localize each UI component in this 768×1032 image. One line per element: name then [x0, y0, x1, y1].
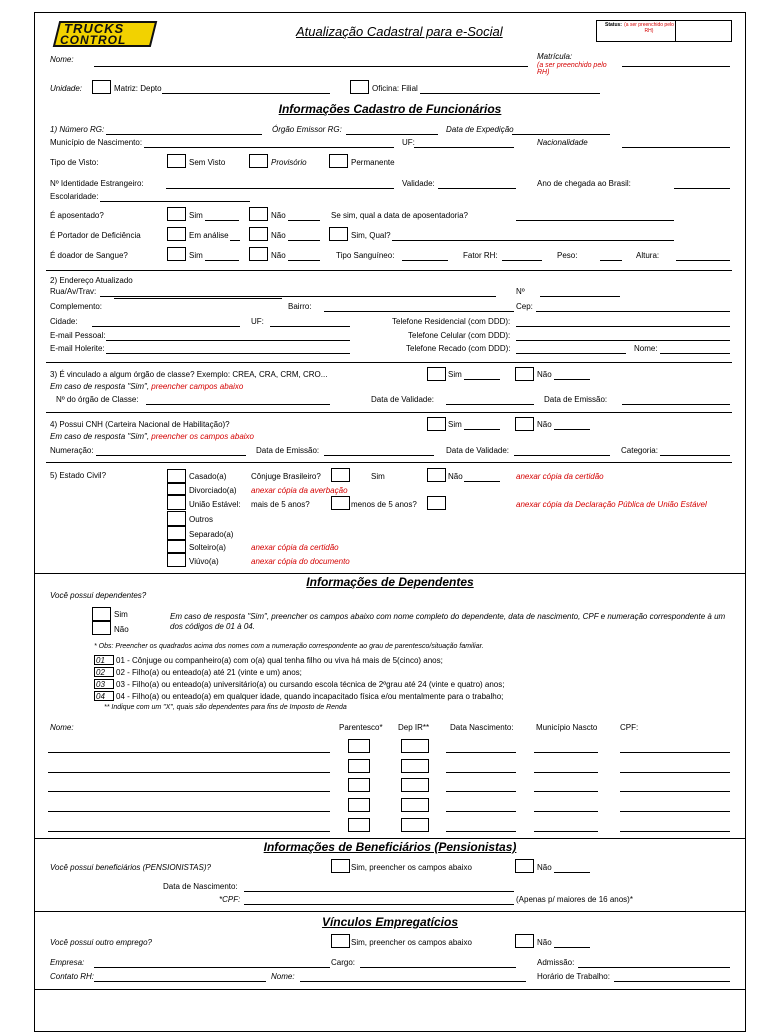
deficiencia-sim-checkbox[interactable]	[329, 227, 348, 241]
dep2-cpf[interactable]	[620, 772, 730, 773]
orgao-classe-validade-field[interactable]	[446, 404, 534, 405]
cep-field[interactable]	[536, 311, 730, 312]
tel-res-label: Telefone Residencial (com DDD):	[392, 317, 511, 326]
rg-label: 1) Número RG:	[50, 125, 105, 134]
aposentado-sim-checkbox[interactable]	[167, 207, 186, 221]
aposentado-label: É aposentado?	[50, 211, 104, 220]
col-dep-ir: Dep IR**	[398, 723, 430, 732]
recado-nome-label: Nome:	[634, 344, 658, 353]
beneficiarios-nascimento-field[interactable]	[244, 891, 514, 892]
dep3-nascimento[interactable]	[446, 791, 516, 792]
tipo-sanguineo-field[interactable]	[402, 260, 448, 261]
code-box-03: 03	[94, 679, 114, 689]
separado-checkbox[interactable]	[167, 526, 186, 540]
beneficiarios-nao-checkbox[interactable]	[515, 859, 534, 873]
col-parentesco: Parentesco*	[339, 723, 383, 732]
outros-label: Outros	[189, 515, 214, 524]
numero-field[interactable]	[540, 296, 620, 297]
uniao-checkbox[interactable]	[167, 495, 186, 510]
tel-recado-label: Telefone Recado (com DDD):	[406, 344, 511, 353]
dep5-parentesco-box[interactable]	[348, 818, 370, 832]
dep4-ir-box[interactable]	[401, 798, 429, 812]
doador-sim-label: Sim	[189, 251, 203, 260]
cnh-sim-checkbox[interactable]	[427, 417, 446, 431]
matricula-field[interactable]	[622, 66, 730, 67]
cargo-label: Cargo:	[331, 958, 356, 967]
matriz-field[interactable]	[162, 93, 330, 94]
orgao-classe-nao-label: Não	[537, 370, 552, 379]
rua-label: Rua/Av/Trav:	[50, 287, 97, 296]
separado-label: Separado(a)	[189, 530, 234, 539]
anexar-certidao-casado: anexar cópia da certidão	[516, 472, 604, 481]
page-title: Atualização Cadastral para e-Social	[296, 24, 503, 39]
status-field[interactable]	[677, 22, 731, 40]
orgao-label: Órgão Emissor RG:	[272, 125, 342, 134]
logo-line2: CONTROL	[60, 33, 127, 47]
status-note: (a ser preenchido pelo RH)	[624, 22, 674, 34]
dep1-parentesco-box[interactable]	[348, 739, 370, 753]
dep2-ir-box[interactable]	[401, 759, 429, 773]
validade-label: Validade:	[402, 179, 435, 188]
dependentes-nao-label: Não	[114, 625, 129, 634]
dependentes-question: Você possui dependentes?	[50, 591, 147, 600]
beneficiarios-question: Você possui beneficiários (PENSIONISTAS)?	[50, 863, 211, 872]
cnh-validade-field[interactable]	[514, 455, 610, 456]
dependentes-sim-checkbox[interactable]	[92, 607, 111, 621]
dep2-municipio[interactable]	[534, 772, 598, 773]
beneficiarios-nascimento-label: Data de Nascimento:	[163, 882, 238, 891]
orgao-classe-note: Em caso de resposta "Sim", preencher campos abaixo	[50, 382, 244, 391]
solteiro-checkbox[interactable]	[167, 540, 186, 553]
peso-field[interactable]	[600, 260, 622, 261]
orgao-field[interactable]	[346, 134, 438, 135]
bairro-field[interactable]	[324, 311, 514, 312]
vinculos-nao-checkbox[interactable]	[515, 934, 534, 948]
matriz-checkbox[interactable]	[92, 80, 111, 94]
end-uf-label: UF:	[251, 317, 264, 326]
section-dependentes: Informações de Dependentes	[306, 575, 474, 589]
status-label: Status:	[605, 22, 622, 28]
cnh-question: 4) Possui CNH (Carteira Nacional de Habilitação)?	[50, 420, 230, 429]
civil-question: 5) Estado Civil?	[50, 471, 107, 480]
oficina-field[interactable]	[420, 93, 600, 94]
dep1-municipio[interactable]	[534, 752, 598, 753]
beneficiarios-cpf-note: (Apenas p/ maiores de 16 anos)*	[516, 895, 633, 904]
beneficiarios-sim-checkbox[interactable]	[331, 859, 350, 873]
vinculos-nome-label: Nome:	[271, 972, 295, 981]
viuvo-checkbox[interactable]	[167, 553, 186, 567]
cargo-field[interactable]	[360, 967, 516, 968]
orgao-classe-validade-label: Data de Validade:	[371, 395, 435, 404]
code-box-02: 02	[94, 667, 114, 677]
fator-rh-label: Fator RH:	[463, 251, 498, 260]
anexar-averbacao: anexar cópia da averbação	[251, 486, 348, 495]
data-aposentadoria-field[interactable]	[516, 220, 674, 221]
tipo-sanguineo-label: Tipo Sanguíneo:	[336, 251, 395, 260]
tipo-visto-label: Tipo de Visto:	[50, 158, 99, 167]
rua-field[interactable]	[100, 296, 496, 297]
altura-field[interactable]	[676, 260, 730, 261]
dep2-parentesco-box[interactable]	[348, 759, 370, 773]
dep5-ir-box[interactable]	[401, 818, 429, 832]
code-text-01: 01 - Cônjuge ou companheiro(a) com o(a) qual tenha filho ou viva há mais de 5(cinco) anos;	[116, 656, 443, 665]
conjuge-sim-checkbox[interactable]	[331, 468, 350, 482]
conjuge-nao-label: Não	[448, 472, 463, 481]
dependentes-obs: * Obs: Preencher os quadrados acima dos nomes com a numeração correspondente ao grau de parentesco/situação familiar.	[94, 643, 484, 650]
tel-recado-field[interactable]	[516, 353, 626, 354]
anexar-documento: anexar cópia do documento	[251, 557, 350, 566]
cnh-validade-label: Data de Validade:	[446, 446, 510, 455]
deficiencia-analise-checkbox[interactable]	[167, 227, 186, 241]
cnh-nao-label: Não	[537, 420, 552, 429]
email-holerite-label: E-mail Holerite:	[50, 344, 105, 353]
logo-line1: TRUCKS	[64, 21, 125, 36]
altura-label: Altura:	[636, 251, 660, 260]
doador-label: É doador de Sangue?	[50, 251, 128, 260]
municipio-label: Município de Nascimento:	[50, 138, 143, 147]
cep-label: Cep:	[516, 302, 533, 311]
contato-field[interactable]	[94, 981, 266, 982]
code-text-04: 04 - Filho(a) ou enteado(a) em qualquer idade, quando incapacitado física e/ou mentalmente para o trabalho;	[116, 692, 504, 701]
ano-chegada-field[interactable]	[674, 188, 730, 189]
cnh-numeracao-field[interactable]	[96, 455, 246, 456]
nacionalidade-field[interactable]	[622, 147, 730, 148]
menos5-label: menos de 5 anos?	[351, 500, 417, 509]
outros-checkbox[interactable]	[167, 511, 186, 526]
complemento-field[interactable]	[114, 298, 282, 299]
contato-label: Contato RH:	[50, 972, 95, 981]
validade-field[interactable]	[438, 188, 516, 189]
deficiencia-label: É Portador de Deficiência	[50, 231, 141, 240]
section-vinculos: Vínculos Empregatícios	[321, 915, 459, 929]
dependentes-sim-label: Sim	[114, 610, 128, 619]
code-box-01: 01	[94, 655, 114, 665]
menos5-checkbox[interactable]	[427, 496, 446, 510]
em-analise-label: Em análise	[189, 231, 229, 240]
municipio-field[interactable]	[144, 147, 394, 148]
divorciado-label: Divorciado(a)	[189, 486, 237, 495]
anexar-uniao: anexar cópia da Declaração Pública de União Estável	[516, 500, 707, 509]
dep3-municipio[interactable]	[534, 791, 598, 792]
matricula-note: (a ser preenchido pelo RH)	[537, 62, 607, 76]
dep4-cpf[interactable]	[620, 811, 730, 812]
deficiencia-nao-checkbox[interactable]	[249, 227, 268, 241]
cnh-emissao-field[interactable]	[324, 455, 434, 456]
dep3-ir-box[interactable]	[401, 778, 429, 792]
aposentado-sim-label: Sim	[189, 211, 203, 220]
unidade-label: Unidade:	[50, 84, 83, 93]
email-pessoal-label: E-mail Pessoal:	[50, 331, 106, 340]
cnh-categoria-field[interactable]	[660, 455, 730, 456]
matricula-label: Matrícula:	[537, 52, 573, 61]
orgao-classe-sim-label: Sim	[448, 370, 462, 379]
section-beneficiarios: Informações de Beneficiários (Pensionistas)	[263, 840, 517, 854]
fator-rh-field[interactable]	[502, 260, 542, 261]
viuvo-label: Viúvo(a)	[189, 557, 219, 566]
trucks-control-logo	[52, 20, 158, 48]
aposentado-nao-label: Não	[271, 211, 286, 220]
conjuge-nao-checkbox[interactable]	[427, 468, 446, 482]
expedicao-label: Data de Expedição	[446, 125, 514, 134]
col-nome: Nome:	[50, 723, 74, 732]
horario-field[interactable]	[614, 981, 730, 982]
code-box-04: 04	[94, 691, 114, 701]
col-cpf: CPF:	[620, 723, 639, 732]
code-text-02: 02 - Filho(a) ou enteado(a) até 21 (vinte e um) anos;	[116, 668, 302, 677]
beneficiarios-sim-label: Sim, preencher os campos abaixo	[351, 863, 472, 872]
dep1-nome[interactable]	[48, 752, 330, 753]
id-estrangeiro-label: Nº Identidade Estrangeiro:	[50, 179, 144, 188]
anexar-certidao-solteiro: anexar cópia da certidão	[251, 543, 339, 552]
tel-cel-label: Telefone Celular (com DDD):	[408, 331, 511, 340]
divider-beneficiarios	[34, 838, 746, 839]
dep1-ir-box[interactable]	[401, 739, 429, 753]
status-box	[596, 20, 732, 42]
orgao-classe-numero-label: Nº do órgão de Classe:	[56, 395, 139, 404]
deficiencia-qual-field[interactable]	[392, 240, 674, 241]
dep2-nascimento[interactable]	[446, 772, 516, 773]
col-municipio: Município Nascto	[536, 723, 598, 732]
endereco-title: 2) Endereço Atualizado	[50, 276, 133, 285]
admissao-label: Admissão:	[537, 958, 575, 967]
provisorio-checkbox[interactable]	[249, 154, 268, 168]
matriz-label: Matriz: Depto	[114, 84, 162, 93]
data-aposentadoria-label: Se sim, qual a data de aposentadoria?	[331, 211, 468, 220]
aposentado-nao-checkbox[interactable]	[249, 207, 268, 221]
cnh-emissao-label: Data de Emissão:	[256, 446, 320, 455]
casado-label: Casado(a)	[189, 472, 227, 481]
vinculos-nome-field[interactable]	[300, 981, 526, 982]
complemento-label: Complemento:	[50, 302, 103, 311]
dependentes-nao-checkbox[interactable]	[92, 621, 111, 635]
expedicao-field[interactable]	[512, 134, 610, 135]
dep3-nome[interactable]	[48, 791, 330, 792]
end-uf-field[interactable]	[270, 326, 350, 327]
col-nascimento: Data Nascimento:	[450, 723, 514, 732]
vinculos-nao-label: Não	[537, 938, 552, 947]
oficina-checkbox[interactable]	[350, 80, 369, 94]
divider-vinculos	[34, 911, 746, 912]
vinculos-question: Você possui outro emprego?	[50, 938, 152, 947]
admissao-field[interactable]	[578, 967, 730, 968]
orgao-classe-emissao-label: Data de Emissão:	[544, 395, 608, 404]
doador-sim-checkbox[interactable]	[167, 247, 186, 261]
divider-dependentes	[34, 573, 746, 574]
vinculos-sim-checkbox[interactable]	[331, 934, 350, 948]
email-holerite-field[interactable]	[106, 353, 350, 354]
id-estrangeiro-field[interactable]	[166, 188, 394, 189]
bairro-label: Bairro:	[288, 302, 312, 311]
nacionalidade-label: Nacionalidade	[537, 138, 588, 147]
dep5-cpf[interactable]	[620, 831, 730, 832]
nome-label: Nome:	[50, 55, 74, 64]
beneficiarios-cpf-label: *CPF:	[219, 895, 241, 904]
dep5-nome[interactable]	[48, 831, 330, 832]
dep4-municipio[interactable]	[534, 811, 598, 812]
orgao-classe-numero-field[interactable]	[146, 404, 330, 405]
orgao-classe-nao-checkbox[interactable]	[515, 367, 534, 381]
cnh-note: Em caso de resposta "Sim", preencher os campos abaixo	[50, 432, 255, 441]
permanente-label: Permanente	[351, 158, 395, 167]
beneficiarios-cpf-field[interactable]	[244, 904, 514, 905]
ir-note: ** Indique com um "X", quais são dependentes para fins de Imposto de Renda	[104, 704, 347, 711]
cidade-field[interactable]	[92, 326, 240, 327]
beneficiarios-nao-label: Não	[537, 863, 552, 872]
doador-nao-checkbox[interactable]	[249, 247, 268, 261]
orgao-classe-sim-checkbox[interactable]	[427, 367, 446, 381]
tel-cel-field[interactable]	[516, 340, 730, 341]
uf-field[interactable]	[414, 147, 514, 148]
dep5-municipio[interactable]	[534, 831, 598, 832]
sem-visto-label: Sem Visto	[189, 158, 226, 167]
sim-qual-label: Sim, Qual?	[351, 231, 391, 240]
permanente-checkbox[interactable]	[329, 154, 348, 168]
cnh-numeracao-label: Numeração:	[50, 446, 94, 455]
email-pessoal-field[interactable]	[106, 340, 350, 341]
sem-visto-checkbox[interactable]	[167, 154, 186, 168]
dep4-nascimento[interactable]	[446, 811, 516, 812]
ano-chegada-label: Ano de chegada ao Brasil:	[537, 179, 631, 188]
conjuge-sim-label: Sim	[371, 472, 385, 481]
cnh-sim-label: Sim	[448, 420, 462, 429]
mais5-label: mais de 5 anos?	[251, 500, 310, 509]
orgao-classe-emissao-field[interactable]	[622, 404, 730, 405]
rg-field[interactable]	[106, 134, 262, 135]
casado-checkbox[interactable]	[167, 469, 186, 483]
deficiencia-nao-label: Não	[271, 231, 286, 240]
vinculos-sim-label: Sim, preencher os campos abaixo	[351, 938, 472, 947]
dep3-parentesco-box[interactable]	[348, 778, 370, 792]
conjuge-label: Cônjuge Brasileiro?	[251, 472, 321, 481]
empresa-label: Empresa:	[50, 958, 85, 967]
dep5-nascimento[interactable]	[446, 831, 516, 832]
nome-field[interactable]	[94, 66, 528, 67]
solteiro-label: Solteiro(a)	[189, 543, 226, 552]
peso-label: Peso:	[557, 251, 578, 260]
dep1-nascimento[interactable]	[446, 752, 516, 753]
empresa-field[interactable]	[94, 967, 330, 968]
dep1-cpf[interactable]	[620, 752, 730, 753]
uniao-label: União Estável:	[189, 500, 241, 509]
escolaridade-field[interactable]	[100, 201, 250, 202]
dep3-cpf[interactable]	[620, 791, 730, 792]
dep2-nome[interactable]	[48, 772, 330, 773]
cnh-categoria-label: Categoria:	[621, 446, 658, 455]
divider-bottom	[34, 989, 746, 990]
mais5-checkbox[interactable]	[331, 496, 350, 510]
code-text-03: 03 - Filho(a) ou enteado(a) universitário(a) ou cursando escola técnica de 2ºgrau até 24 (vinte e quatro) anos;	[116, 680, 505, 689]
divorciado-checkbox[interactable]	[167, 483, 186, 495]
orgao-classe-question: 3) É vinculado a algum órgão de classe? Exemplo: CREA, CRA, CRM, CRO...	[50, 370, 328, 379]
horario-label: Horário de Trabalho:	[537, 972, 610, 981]
tel-res-field[interactable]	[516, 326, 730, 327]
cidade-label: Cidade:	[50, 317, 78, 326]
uf-label: UF:	[402, 138, 415, 147]
dep4-nome[interactable]	[48, 811, 330, 812]
escolaridade-label: Escolaridade:	[50, 192, 99, 201]
provisorio-label: Provisório	[271, 158, 307, 167]
cnh-nao-checkbox[interactable]	[515, 417, 534, 431]
doador-nao-label: Não	[271, 251, 286, 260]
dependentes-instructions: Em caso de resposta "Sim", preencher os campos abaixo com nome completo do dependente, data de nascimento, CPF e numeração correspondente à um dos códigos de 01 à 04.	[170, 612, 726, 631]
section-funcionarios: Informações Cadastro de Funcionários	[278, 102, 502, 116]
recado-nome-field[interactable]	[660, 353, 730, 354]
numero-label: Nº	[516, 287, 525, 296]
oficina-label: Oficina: Filial	[372, 84, 418, 93]
dep4-parentesco-box[interactable]	[348, 798, 370, 812]
